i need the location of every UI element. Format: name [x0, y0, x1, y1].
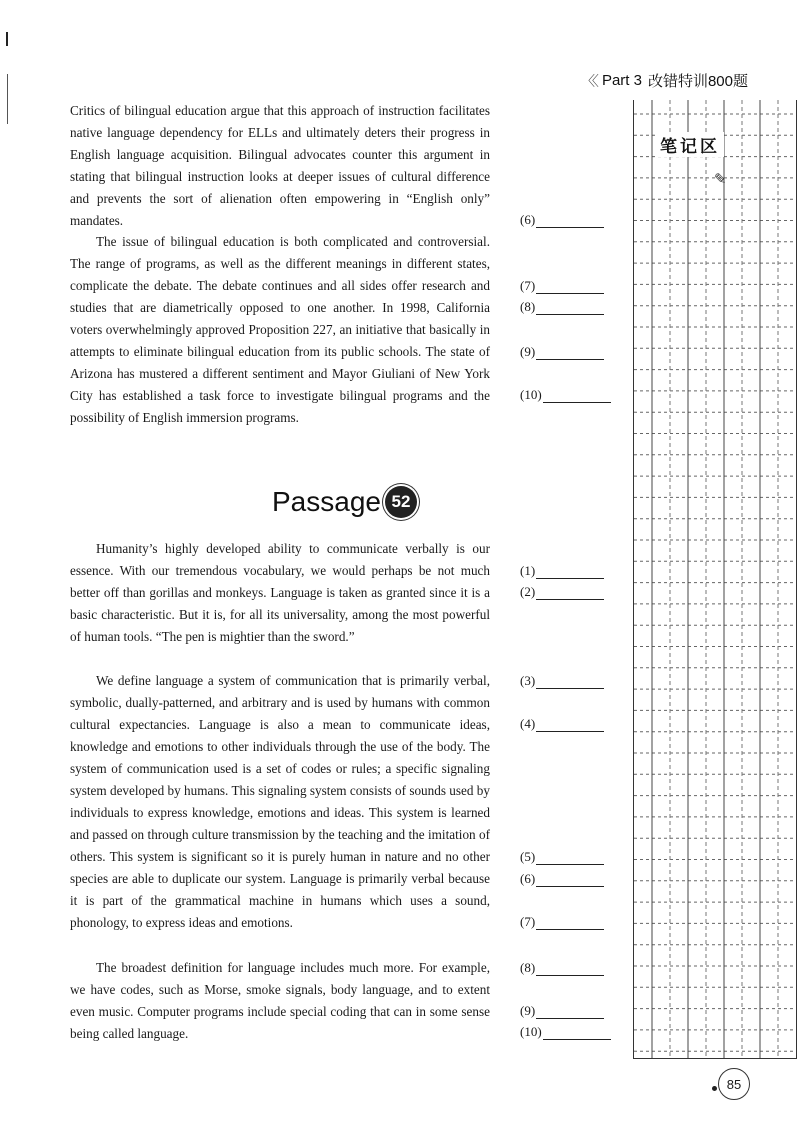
answer-blank-prev-9[interactable]: (9)	[520, 344, 604, 360]
margin-mark-bottom	[7, 74, 8, 124]
answer-blank-9[interactable]: (9)	[520, 1003, 604, 1019]
notes-title: 笔记区	[656, 132, 724, 157]
prev-paragraph-2: The issue of bilingual education is both complicated and controversial. The range of programs, as well as the different meanings in different states, complicate the debate. The debate continues and all sides offer research and studies that are diametrically opposed to one another. In 1998, California voters overwhelmingly approved Proposition 227, an initiative that basically in attempts to eliminate bilingual education from its public schools. The state of Arizona has mustered a different sentiment and Mayor Giuliani of New York City has established a task force to investigate bilingual programs and the possibility of English immersion programs.	[70, 234, 490, 425]
notes-grid	[634, 100, 796, 1058]
header-title: 改错特训800题	[647, 73, 748, 90]
answer-blank-8[interactable]: (8)	[520, 960, 604, 976]
answer-blank-2[interactable]: (2)	[520, 584, 604, 600]
answer-blank-prev-7[interactable]: (7)	[520, 278, 604, 294]
answer-blank-4[interactable]: (4)	[520, 716, 604, 732]
passage-number-badge: 52	[385, 486, 417, 518]
passage-paragraph-3: The broadest definition for language includes much more. For example, we have codes, such as Morse, smoke signals, body language, and to extent even music. Computer programs include special coding that can in some sense being called language.	[70, 960, 490, 1041]
page-header	[581, 70, 748, 91]
answer-blank-prev-6[interactable]: (6)	[520, 212, 604, 228]
answer-blank-7[interactable]: (7)	[520, 914, 604, 930]
passage-label: Passage	[272, 486, 381, 517]
passage-paragraph-2: We define language a system of communication that is primarily verbal, symbolic, dually-patterned, and arbitrary and is used by humans with common cultural expectancies. Language is also a mean to communicate ideas, knowledge and emotions to other individuals through the use of the body. The system of communication used is a set of codes or rules; a specific signaling system developed by humans. This signaling system consists of sounds used by individuals to express knowledge, emotions and ideas. This system is learned and passed on through culture transmission by the teaching and the imitation of others. This system is significant so it is purely human in nature and no other species are able to duplicate our system. Language is primarily verbal because it is part of the grammatical machine in humans which uses a sound, phonology, to express ideas and emotions.	[70, 673, 490, 930]
passage-paragraph-1: Humanity’s highly developed ability to communicate verbally is our essence. With our tremendous vocabulary, we would perhaps be not much better off than gorillas and monkeys. Language is taken as granted since it is a basic characteristic. But it is, for all its universality, among the most powerful of human tools. “The pen is mightier than the sword.”	[70, 541, 490, 644]
pencil-icon: ✎	[714, 172, 727, 188]
header-part: Part 3	[601, 72, 642, 89]
prev-paragraph-1: Critics of bilingual education argue that this approach of instruction facilitates native language dependency for ELLs and ultimately deters their progress in English language acquisition. Bilingual advocates counter this argument in stating that bilingual instruction looks at deeper issues of cultural difference and prevents the sort of alienation often empowering in “English only” mandates.	[70, 103, 490, 228]
notes-panel	[633, 100, 797, 1059]
answer-blank-3[interactable]: (3)	[520, 673, 604, 689]
answer-blank-prev-8[interactable]: (8)	[520, 299, 604, 315]
answer-blank-5[interactable]: (5)	[520, 849, 604, 865]
answer-blank-6[interactable]: (6)	[520, 871, 604, 887]
page-number: 85	[718, 1068, 750, 1100]
page-number-dot	[712, 1086, 717, 1091]
chevron-icon: 〈〈	[580, 72, 596, 89]
answer-blank-10[interactable]: (10)	[520, 1024, 611, 1040]
margin-mark-top	[6, 32, 8, 46]
answer-blank-1[interactable]: (1)	[520, 563, 604, 579]
answer-blank-prev-10[interactable]: (10)	[520, 387, 611, 403]
passage-title	[272, 486, 417, 518]
